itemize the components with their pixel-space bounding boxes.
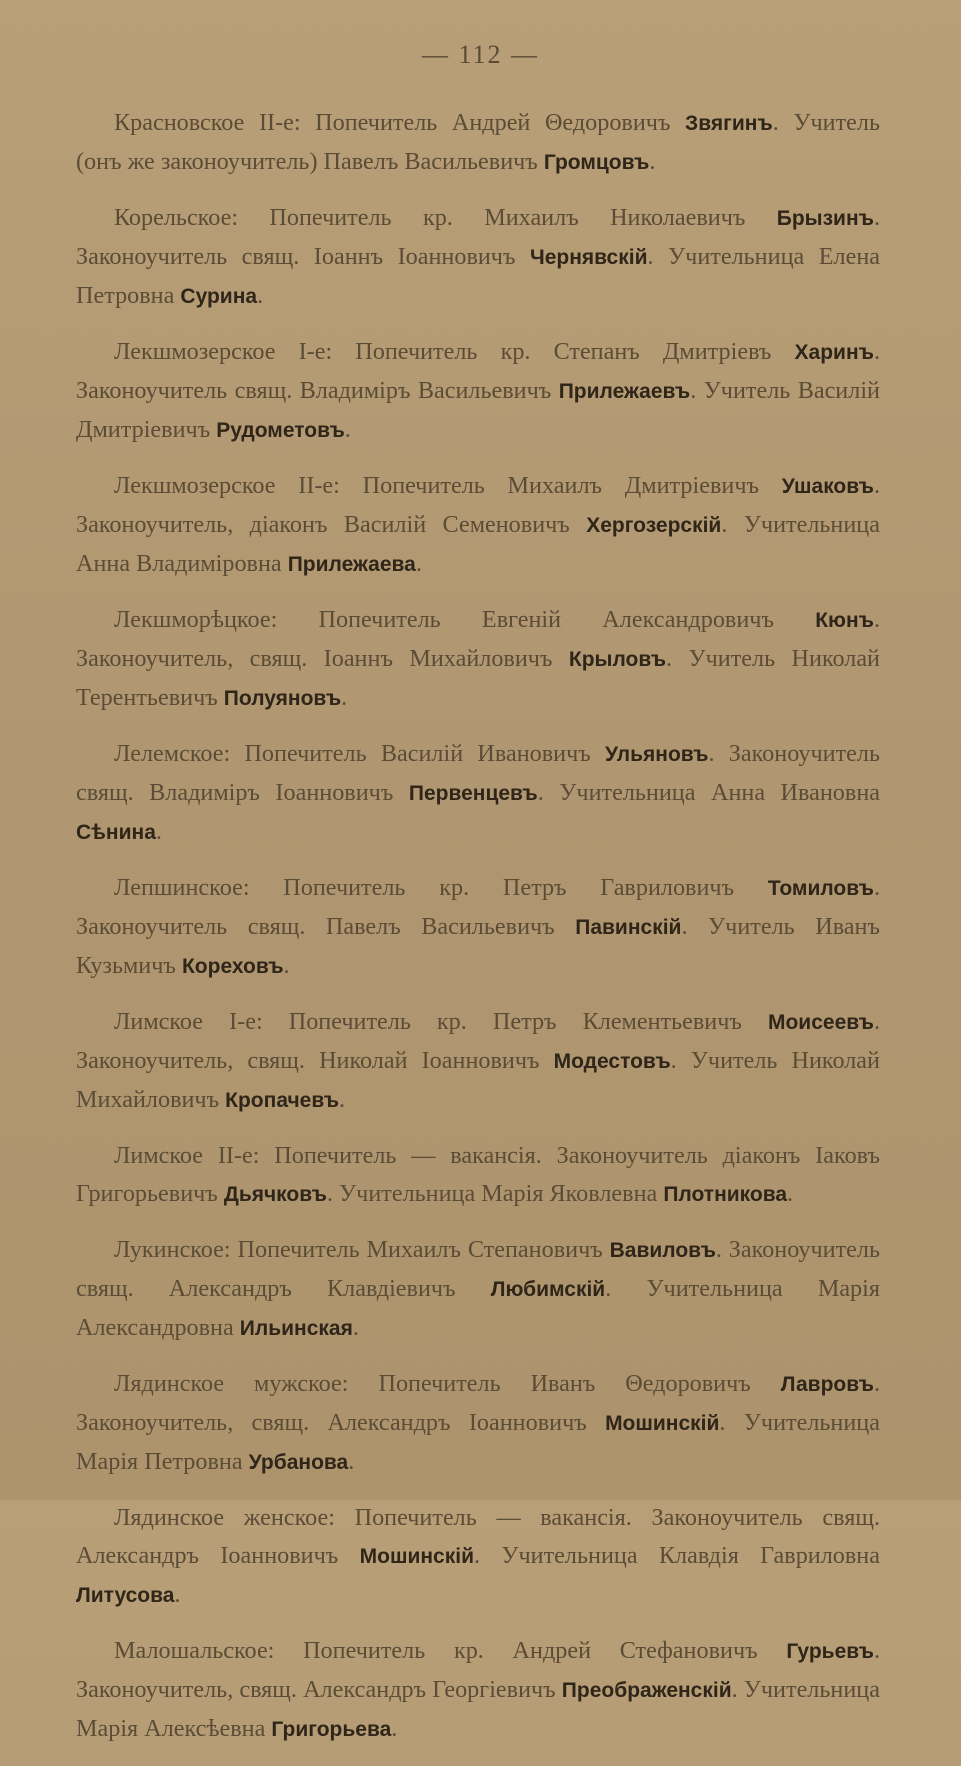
surname: Модестовъ <box>553 1050 671 1073</box>
surname: Моисеевъ <box>767 1011 874 1034</box>
surname: Брызинъ <box>776 207 874 230</box>
surname: Громцовъ <box>543 151 650 174</box>
school-entry: Лекшмозерское II-е: Попечитель Михаилъ Дмитріевичъ Ушаковъ. Законоучитель, діаконъ Василій Семеновичъ Хергозерскій. Учительница Анна Владиміровна Прилежаева. <box>76 472 880 577</box>
surname: Сурина <box>180 285 258 308</box>
school-entry: Лукинское: Попечитель Михаилъ Степановичъ Вавиловъ. Законоучитель свящ. Александръ Клавдіевичъ Любимскій. Учительница Марія Александровна Ильинская. <box>76 1236 880 1341</box>
school-entry: Лепшинское: Попечитель кр. Петръ Гавриловичъ Томиловъ. Законоучитель свящ. Павелъ Васильевичъ Павинскій. Учитель Иванъ Кузьмичъ Кореховъ. <box>76 874 880 979</box>
school-entry: Лекшмозерское I-е: Попечитель кр. Степанъ Дмитріевъ Харинъ. Законоучитель свящ. Владиміръ Васильевичъ Прилежаевъ. Учитель Василій Дмитріевичъ Рудометовъ. <box>76 338 880 443</box>
school-entry: Лелемское: Попечитель Василій Ивановичъ Ульяновъ. Законоучитель свящ. Владиміръ Іоанновичъ Первенцевъ. Учительница Анна Ивановна Сѣнина. <box>76 740 880 845</box>
surname: Плотникова <box>663 1183 788 1206</box>
surname: Урбанова <box>248 1451 349 1474</box>
surname: Хергозерскій <box>586 514 722 537</box>
school-entries <box>76 104 880 1766</box>
surname: Харинъ <box>794 341 874 364</box>
surname: Любимскій <box>490 1278 606 1301</box>
surname: Вавиловъ <box>609 1239 716 1262</box>
surname: Мошинскій <box>605 1412 720 1435</box>
surname: Григорьева <box>271 1718 392 1741</box>
school-entry: Малошальское: Попечитель кр. Андрей Стефановичъ Гурьевъ. Законоучитель, свящ. Александръ Георгіевичъ Преображенскій. Учительница Марія Алексѣевна Григорьева. <box>76 1637 880 1742</box>
school-entry: Лекшморѣцкое: Попечитель Евгеній Александровичъ Кюнъ. Законоучитель, свящ. Іоаннъ Михайловичъ Крыловъ. Учитель Николай Терентьевичъ Полуяновъ. <box>76 606 880 711</box>
surname: Ушаковъ <box>781 475 874 498</box>
surname: Кюнъ <box>815 609 874 632</box>
surname: Звягинъ <box>685 112 773 135</box>
page-number: — 112 — <box>421 40 540 69</box>
surname: Мошинскій <box>359 1545 474 1568</box>
surname: Рудометовъ <box>216 419 345 442</box>
school-entry: Лимское II-е: Попечитель — вакансія. Законоучитель діаконъ Іаковъ Григорьевичъ Дьячковъ. Учительница Марія Яковлевна Плотникова. <box>76 1142 880 1207</box>
surname: Прилежаевъ <box>558 380 691 403</box>
surname: Дьячковъ <box>223 1183 327 1206</box>
surname: Кореховъ <box>181 955 284 978</box>
surname: Сѣнина <box>76 821 156 844</box>
surname: Гурьевъ <box>786 1640 874 1663</box>
surname: Ильинская <box>239 1317 353 1340</box>
school-entry: Лядинское мужское: Попечитель Иванъ Θедоровичъ Лавровъ. Законоучитель, свящ. Александръ Іоанновичъ Мошинскій. Учительница Марія Петровна Урбанова. <box>76 1370 880 1475</box>
school-entry: Лядинское женское: Попечитель — вакансія. Законоучитель свящ. Александръ Іоанновичъ Мошинскій. Учительница Клавдія Гавриловна Литусова. <box>76 1504 880 1608</box>
surname: Полуяновъ <box>223 687 342 710</box>
surname: Ульяновъ <box>605 743 709 766</box>
school-entry: Лимское I-е: Попечитель кр. Петръ Клементьевичъ Моисеевъ. Законоучитель, свящ. Николай Іоанновичъ Модестовъ. Учитель Николай Михайловичъ Кропачевъ. <box>76 1008 880 1113</box>
surname: Павинскій <box>575 916 682 939</box>
surname: Кропачевъ <box>225 1089 340 1112</box>
surname: Первенцевъ <box>408 782 538 805</box>
surname: Преображенскій <box>561 1679 732 1702</box>
school-entry: Красновское II-е: Попечитель Андрей Θедоровичъ Звягинъ. Учитель (онъ же законоучитель) Павелъ Васильевичъ Громцовъ. <box>76 109 881 175</box>
surname: Прилежаева <box>287 553 416 576</box>
school-entry: Корельское: Попечитель кр. Михаилъ Николаевичъ Брызинъ. Законоучитель свящ. Іоаннъ Іоанновичъ Чернявскій. Учительница Елена Петровна Сурина. <box>76 204 880 309</box>
surname: Крыловъ <box>568 648 667 671</box>
surname: Чернявскій <box>529 246 648 269</box>
surname: Лавровъ <box>780 1373 874 1396</box>
surname: Томиловъ <box>767 877 874 900</box>
surname: Литусова <box>76 1584 175 1607</box>
